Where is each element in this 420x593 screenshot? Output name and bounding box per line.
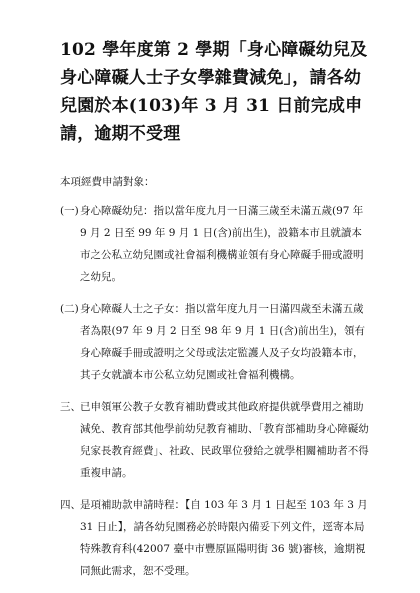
list-item	[60, 494, 370, 582]
item-marker: (二)	[60, 303, 79, 315]
list-item	[60, 298, 370, 386]
item-marker: 三、	[60, 401, 81, 413]
item-text: 身心障礙人士之子女：指以當年度九月一日滿四歲至未滿五歲者為限(97 年 9 月 2 日至 98 年 9 月 1 日(含)前出生)，領有身心障礙手冊或證明之父母或法定監護人及子女均設籍本市，其子女就讀本市公私立幼兒園或社會福利機構。	[80, 303, 366, 381]
item-text: 是項補助款申請時程：【自 103 年 3 月 1 日起至 103 年 3 月 31 日止】，請各幼兒園務必於時限內備妥下列文件，逕寄本局特殊教育科(42007 臺中市豐原區陽明街 36 號)審核，逾期視同無此需求，恕不受理。	[80, 499, 368, 577]
document-title: 102 學年度第 2 學期「身心障礙幼兒及身心障礙人士子女學雜費減免」，請各幼兒園於本(103)年 3 月 31 日前完成申請，逾期不受理	[60, 40, 368, 144]
item-marker: (一)	[60, 205, 79, 217]
list-item	[60, 200, 370, 288]
list-item	[60, 396, 370, 484]
item-text: 身心障礙幼兒：指以當年度九月一日滿三歲至未滿五歲(97 年 9 月 2 日至 99 年 9 月 1 日(含)前出生)，設籍本市且就讀本市之公私立幼兒園或社會福利機構並領有身心障礙手冊或證明之幼兒。	[80, 205, 364, 283]
item-text: 已申領軍公教子女教育補助費或其他政府提供就學費用之補助減免、教育部其他學前幼兒教育補助、「教育部補助身心障礙幼兒家長教育經費」、社政、民政單位發給之就學相關補助者不得重複申請。	[80, 401, 369, 479]
item-marker: 四、	[60, 499, 81, 511]
intro-text: 本項經費申請對象：	[60, 176, 155, 188]
